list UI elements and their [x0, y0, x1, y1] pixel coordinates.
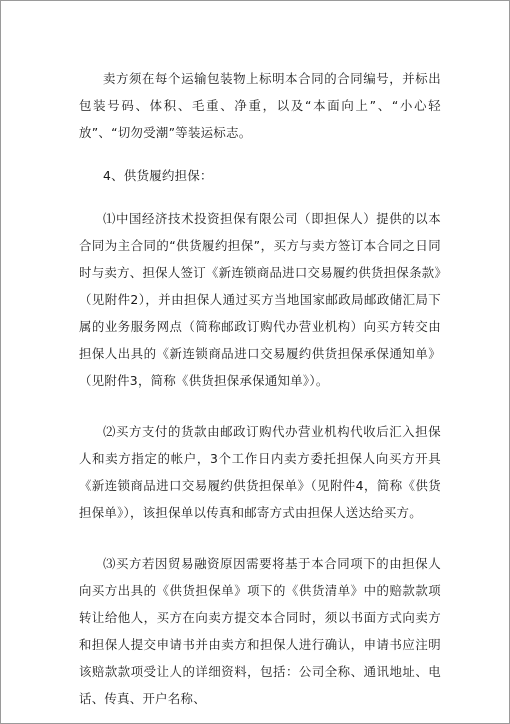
- document-body: [79, 65, 441, 712]
- section-heading-supply-guarantee: 4、供货履约担保：: [103, 168, 213, 183]
- paragraph-spacer: [79, 146, 441, 162]
- paragraph-guarantee-clause-3: ⑶买方若因贸易融资原因需要将基于本合同项下的由担保人向买方出具的《供货担保单》项下的《供货清单》中的赔款款项转让给他人，买方在向卖方提交本合同时，须以书面方式向卖方和担保人提交申请书并由卖方和担保人进行确认，申请书应注明该赔款款项受让人的详细资料，包括：公司全称、通讯地址、电话、传真、开户名称、: [79, 556, 441, 706]
- paragraph-spacer: [79, 394, 441, 418]
- paragraph-guarantee-clause-2: ⑵买方支付的货款由邮政订购代办营业机构代收后汇入担保人和卖方指定的帐户，3个工作日内卖方委托担保人向买方开具《新连锁商品进口交易履约供货担保单》（见附件4，简称《供货担保单》），该担保单以传真和邮寄方式由担保人送达给买方。: [79, 424, 441, 520]
- paragraph-packaging-marks: 卖方须在每个运输包装物上标明本合同的合同编号，并标出包装号码、体积、毛重、净重，以及“本面向上”、“小心轻放”、“切勿受潮”等装运标志。: [79, 71, 441, 140]
- paragraph-spacer: [79, 526, 441, 550]
- paragraph-spacer: [79, 189, 441, 205]
- paragraph-guarantee-clause-1: ⑴中国经济技术投资担保有限公司（即担保人）提供的以本合同为主合同的“供货履约担保”，买方与卖方签订本合同之日同时与卖方、担保人签订《新连锁商品进口交易履约供货担保条款》（见附件2），并由担保人通过买方当地国家邮政局邮政储汇局下属的业务服务网点（简称邮政订购代办营业机构）向买方转交由担保人出具的《新连锁商品进口交易履约供货担保承保通知单》（见附件3，简称《供货担保承保通知单》）。: [79, 211, 441, 388]
